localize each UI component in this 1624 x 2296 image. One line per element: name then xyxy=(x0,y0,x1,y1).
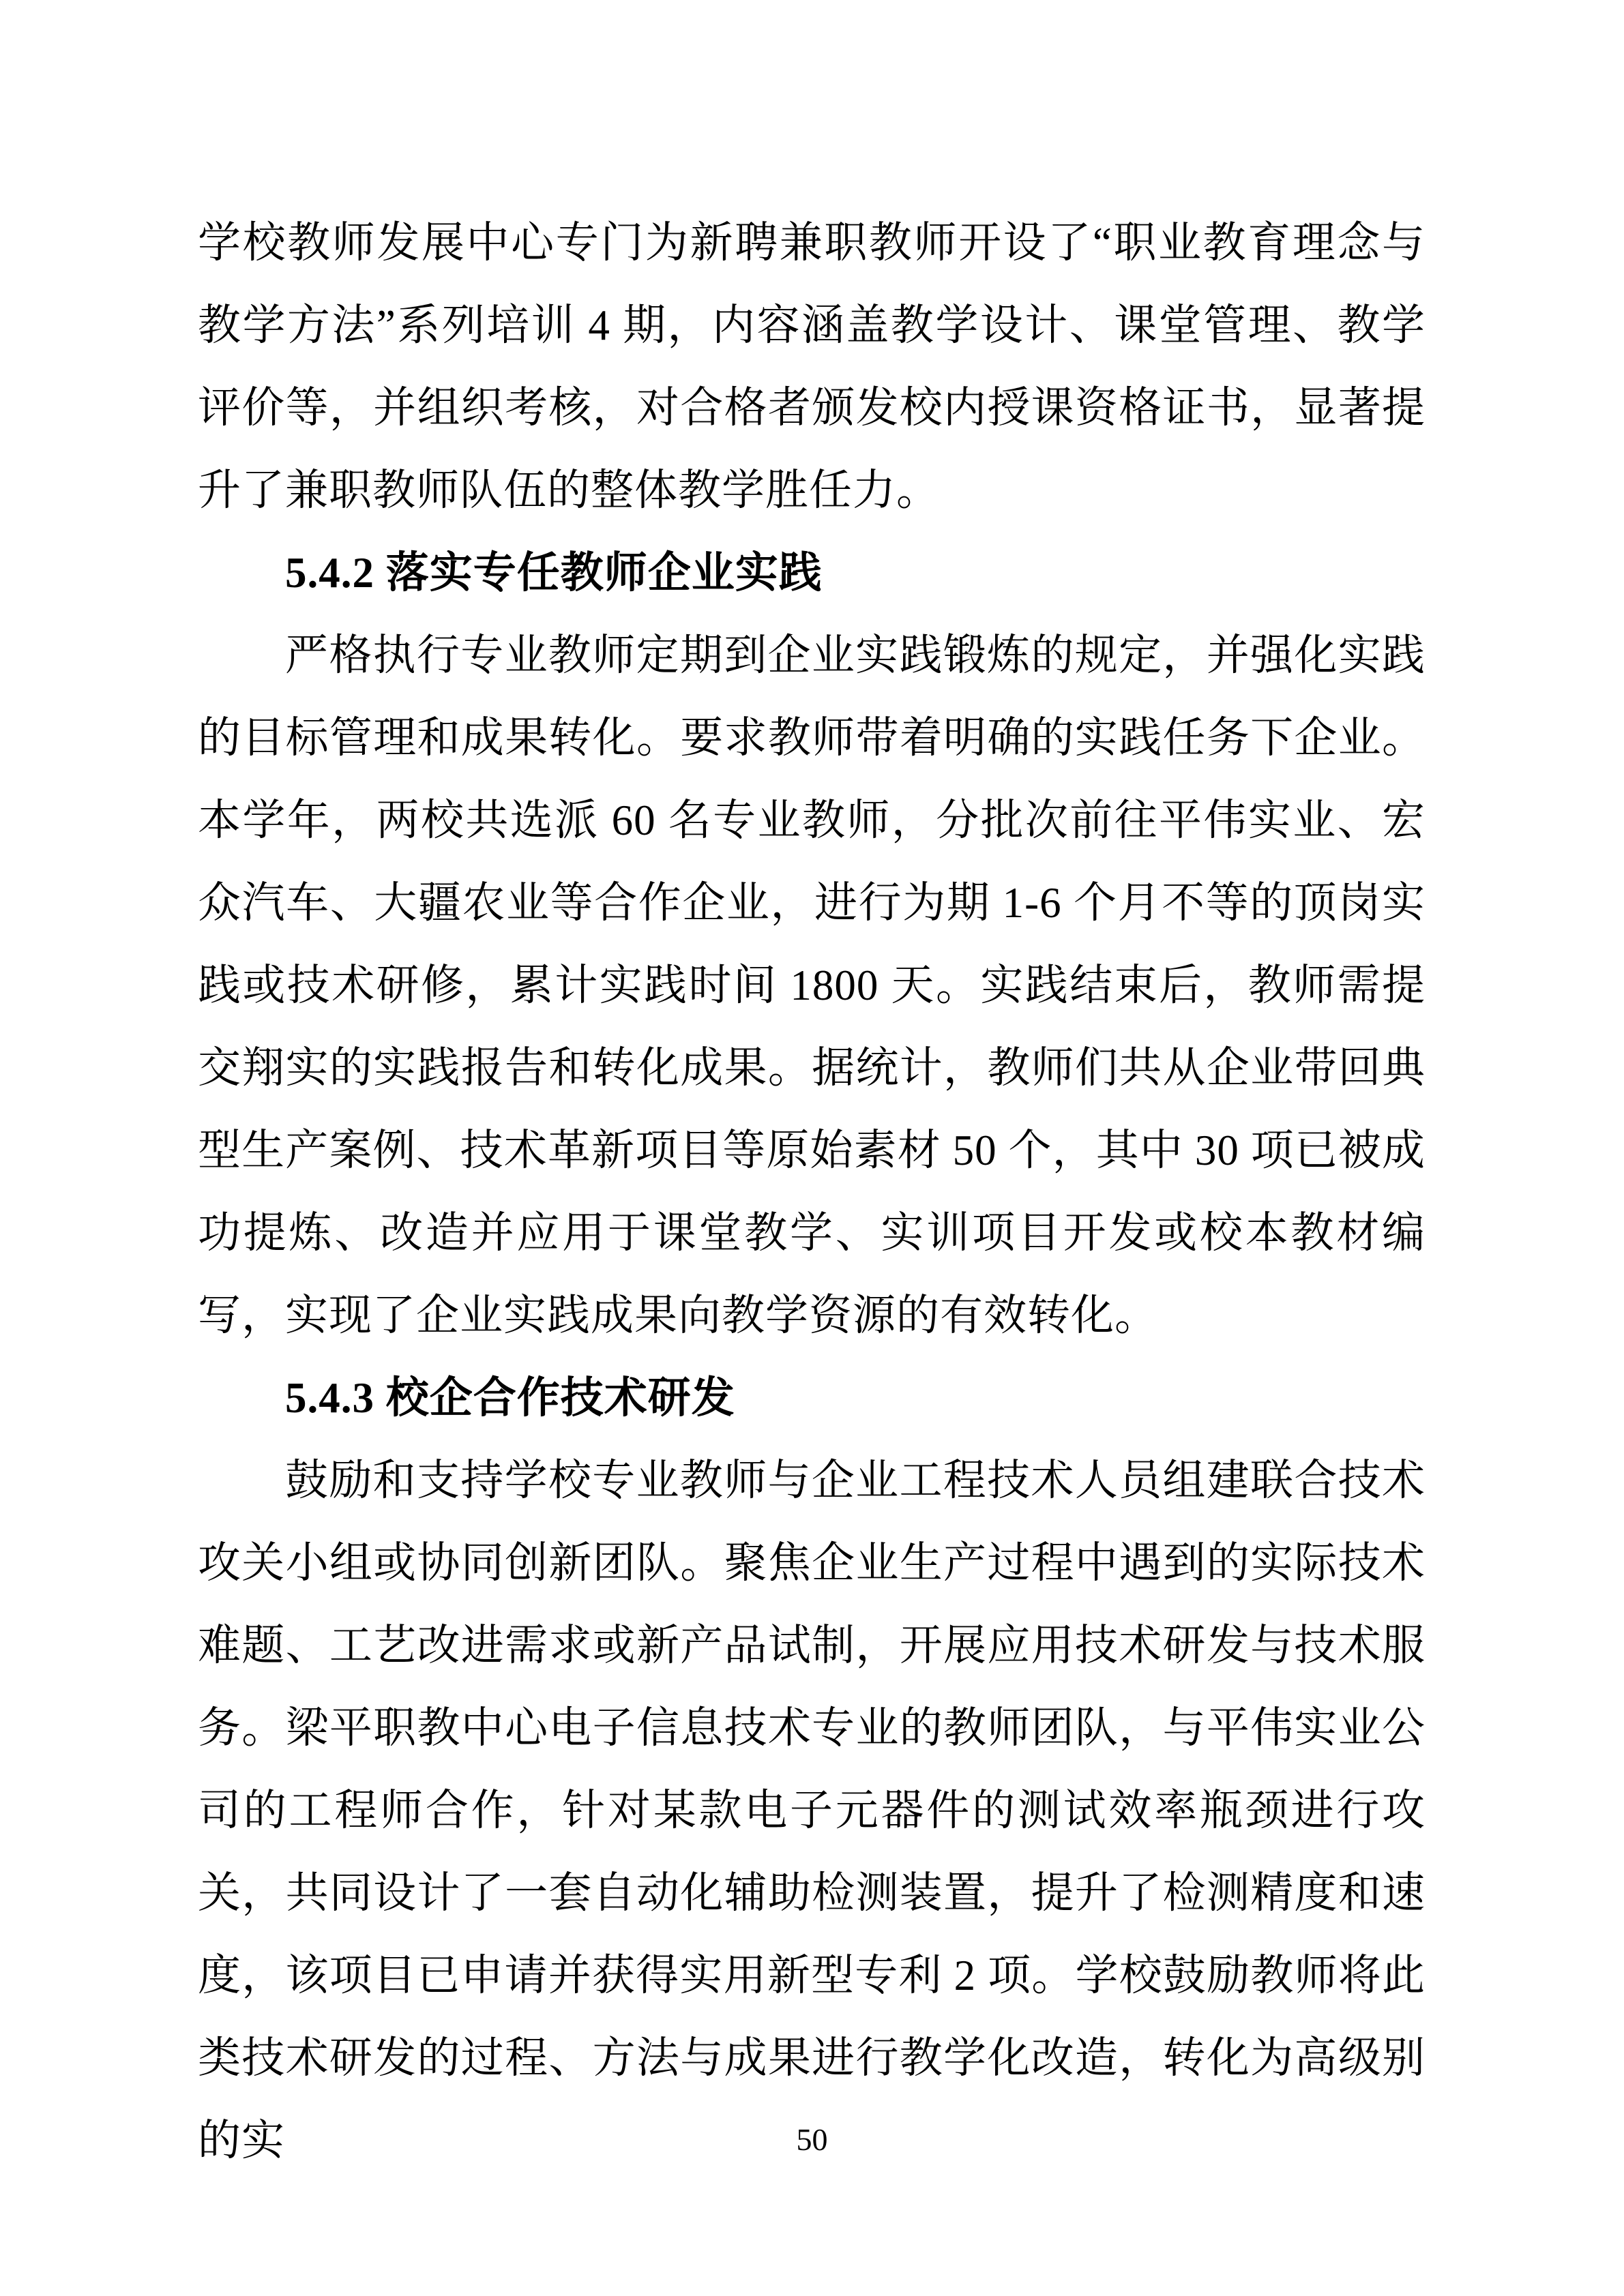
body-paragraph: 学校教师发展中心专门为新聘兼职教师开设了“职业教育理念与教学方法”系列培训 4 期，内容涵盖教学设计、课堂管理、教学评价等，并组织考核，对合格者颁发校内授课资格证书，显著提升了兼职教师队伍的整体教学胜任力。 xyxy=(198,219,1426,514)
section-heading: 5.4.3 校企合作技术研发 xyxy=(285,1374,735,1422)
body-paragraph: 严格执行专业教师定期到企业实践锻炼的规定，并强化实践的目标管理和成果转化。要求教师带着明确的实践任务下企业。本学年，两校共选派 60 名专业教师，分批次前往平伟实业、宏众汽车、大疆农业等合作企业，进行为期 1-6 个月不等的顶岗实践或技术研修，累计实践时间 1800 天。实践结束后，教师需提交翔实的实践报告和转化成果。据统计，教师们共从企业带回典型生产案例、技术革新项目等原始素材 50 个，其中 30 项已被成功提炼、改造并应用于课堂教学、实训项目开发或校本教材编写，实现了企业实践成果向教学资源的有效转化。 xyxy=(198,631,1426,1339)
section-heading: 5.4.2 落实专任教师企业实践 xyxy=(285,549,823,597)
page-number: 50 xyxy=(796,2122,828,2157)
document-body xyxy=(198,202,1426,2182)
page-footer xyxy=(0,2119,1624,2160)
body-paragraph: 鼓励和支持学校专业教师与企业工程技术人员组建联合技术攻关小组或协同创新团队。聚焦企业生产过程中遇到的实际技术难题、工艺改进需求或新产品试制，开展应用技术研发与技术服务。梁平职教中心电子信息技术专业的教师团队，与平伟实业公司的工程师合作，针对某款电子元器件的测试效率瓶颈进行攻关，共同设计了一套自动化辅助检测装置，提升了检测精度和速度，该项目已申请并获得实用新型专利 2 项。学校鼓励教师将此类技术研发的过程、方法与成果进行教学化改造，转化为高级别的实 xyxy=(198,1457,1426,2164)
